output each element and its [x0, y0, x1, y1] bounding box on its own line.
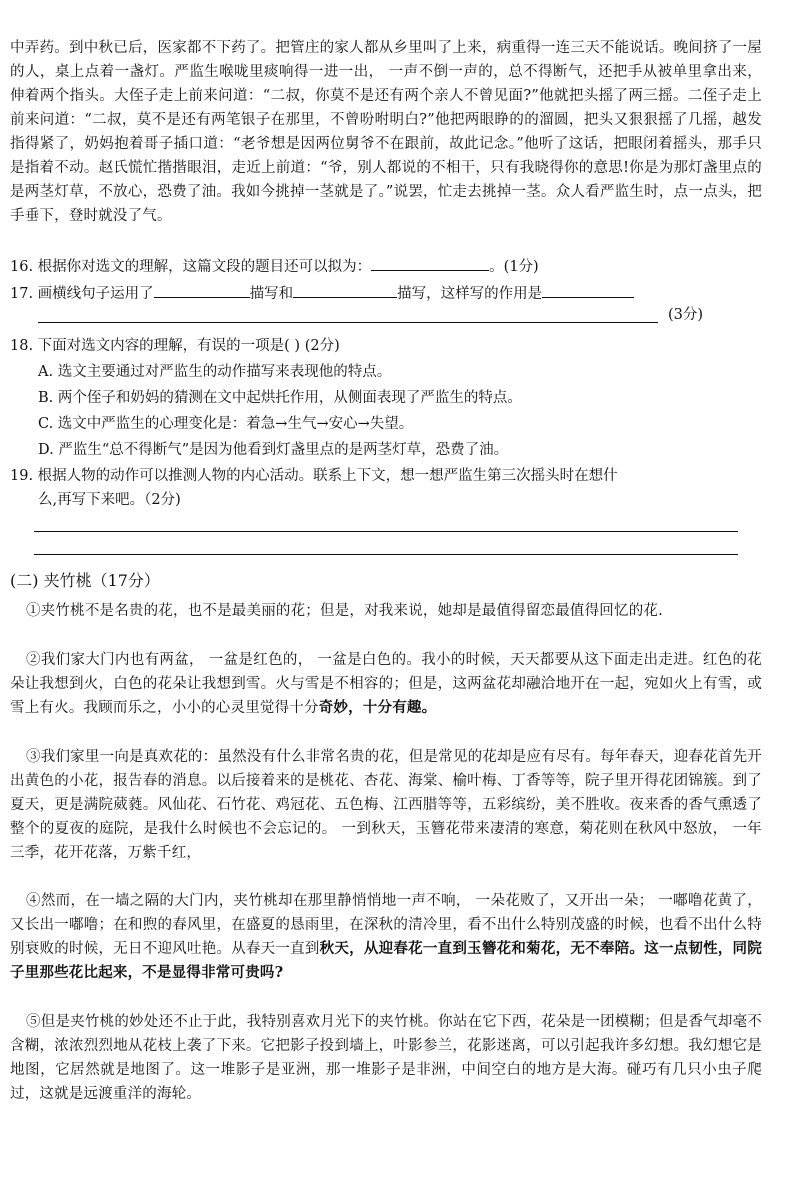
q17-answer-line[interactable]: [38, 322, 658, 323]
q18-option-b[interactable]: B. 两个侄子和奶妈的猜测在文中起烘托作用，从侧面表现了严监生的特点。: [38, 390, 522, 406]
section-2-paragraph-2: [10, 648, 762, 720]
section-2-paragraph-1: ①夹竹桃不是名贵的花，也不是最美丽的花；但是，对我来说，她却是最值得留恋最值得回忆的花.: [26, 603, 663, 619]
section-2-paragraph-5: ⑤但是夹竹桃的妙处还不止于此，我特别喜欢月光下的夹竹桃。你站在它下西，花朵是一团模糊；但是香气却毫不含糊，浓浓烈烈地从花枝上袭了下来。它把影子投到墙上，叶影参兰，花影迷离，可以引起我许多幻想。我幻想它是地图，它居然就是地图了。这一堆影子是亚洲，那一堆影子是非洲，中间空白的地方是大海。碰巧有几只小虫子爬过，这就是远渡重洋的海轮。: [10, 1014, 762, 1102]
section-2-paragraph-3: ③我们家里一向是真欢花的：虽然没有什么非常名贵的花，但是常见的花却是应有尽有。每年春天，迎春花首先开出黄色的小花，报告春的消息。以后接着来的是桃花、杏花、海棠、榆叶梅、丁香等等，院子里开得花团锦簇。到了夏天，更是满院葳蕤。风仙花、石竹花、鸡冠花、五色梅、江西腊等等，五彩缤纷，美不胜收。夜来香的香气熏透了整个的夏夜的庭院，是我什么时候也不会忘记的。 一到秋天，玉簪花带来凄清的寒意，菊花则在秋风中怒放， 一年三季，花开花落，万紫千红，: [10, 749, 762, 861]
question-19-line-2: 么,再写下来吧。（2分): [38, 492, 181, 508]
question-16: [10, 254, 770, 279]
section-2-paragraph-4: [10, 889, 762, 985]
q19-answer-line-2[interactable]: [34, 554, 738, 555]
q17-text-1: 17. 画横线句子运用了: [10, 286, 154, 302]
q18-option-a[interactable]: A. 选文主要通过对严监生的动作描写来表现他的特点。: [38, 364, 392, 380]
q17-points: (3分): [668, 307, 704, 323]
q17-blank-3[interactable]: [542, 281, 634, 298]
p2-text: ②我们家大门内也有两盆， 一盆是红色的， 一盆是白色的。我小的时候，天天都要从这下面走出走进。红色的花朵让我想到火，白色的花朵让我想到雪。火与雪是不相容的；但是，这两盆花却融洽地开在一起，宛如火上有雪，或雪上有火。我顾而乐之，小小的心灵里觉得十分: [10, 652, 762, 716]
q16-text: 16. 根据你对选文的理解，这篇文段的题目还可以拟为：: [10, 259, 372, 275]
q17-blank-1[interactable]: [154, 281, 250, 298]
question-17: [10, 281, 770, 306]
q18-option-d[interactable]: D. 严监生“总不得断气”是因为他看到灯盏里点的是两茎灯草，恐费了油。: [38, 442, 509, 458]
p4-text: ④然而，在一墙之隔的大门内，夹竹桃却在那里静悄悄地一声不响， 一朵花败了，又开出一朵； 一嘟噜花黄了，又长出一嘟噜；在和煦的春风里，在盛夏的恳雨里，在深秋的清冷里，看不出什么特别茂盛的时候，也看不出什么特别衰败的时候，无日不迎风吐艳。从春天一直到: [10, 893, 762, 957]
q19-answer-line-1[interactable]: [34, 531, 738, 532]
p4-bold-text: 秋天，从迎春花一直到玉簪花和菊花，无不奉陪。这一点韧性，同院子里那些花比起来，不是显得非常可贵吗?: [10, 940, 763, 981]
q16-points: 。(1分): [489, 259, 539, 275]
passage-excerpt: 中弄药。到中秋已后，医家都不下药了。把管庄的家人都从乡里叫了上来，病重得一连三天不能说话。晚间挤了一屋的人，桌上点着一盏灯。严监生喉咙里痰响得一进一出， 一声不倒一声的，总不得断气，还把手从被单里拿出来，伸着两个指头。大侄子走上前来问道：“二叔，你莫不是还有两个亲人不曾见面?”他就把头摇了两三摇。二侄子走上前来问道：“二叔，莫不是还有两笔银子在那里，不曾吩咐明白?”他把两眼睁的的溜圆，把头又狠狠摇了几摇，越发指得紧了，奶妈抱着哥子插口道：“老爷想是因两位舅爷不在跟前，故此记念。”他听了这话，把眼闭着摇头，那手只是指着不动。赵氏慌忙揩揩眼泪，走近上前道：“爷，别人都说的不相干，只有我晓得你的意思!你是为那灯盏里点的是两茎灯草，不放心，恐费了油。我如今挑掉一茎就是了。”说罢，忙走去挑掉一茎。众人看严监生时，点一点头，把手垂下，登时就没了气。: [10, 40, 762, 224]
p2-bold-text: 奇妙，十分有趣。: [318, 699, 437, 716]
section-2-heading: (二) 夹竹桃（17分）: [10, 571, 160, 590]
q18-option-c[interactable]: C. 选文中严监生的心理变化是：着急→生气→安心→失望。: [38, 416, 414, 432]
q17-text-2: 描写和: [249, 286, 294, 302]
q17-text-3: 描写，这样写的作用是: [397, 286, 543, 302]
question-18-stem: 18. 下面对选文内容的理解，有误的一项是( ) (2分): [10, 338, 340, 354]
q16-answer-blank[interactable]: [371, 254, 489, 271]
question-19-line-1: 19. 根据人物的动作可以推测人物的内心活动。联系上下文，想一想严监生第三次摇头时在想什: [10, 468, 618, 484]
q17-blank-2[interactable]: [293, 281, 397, 298]
